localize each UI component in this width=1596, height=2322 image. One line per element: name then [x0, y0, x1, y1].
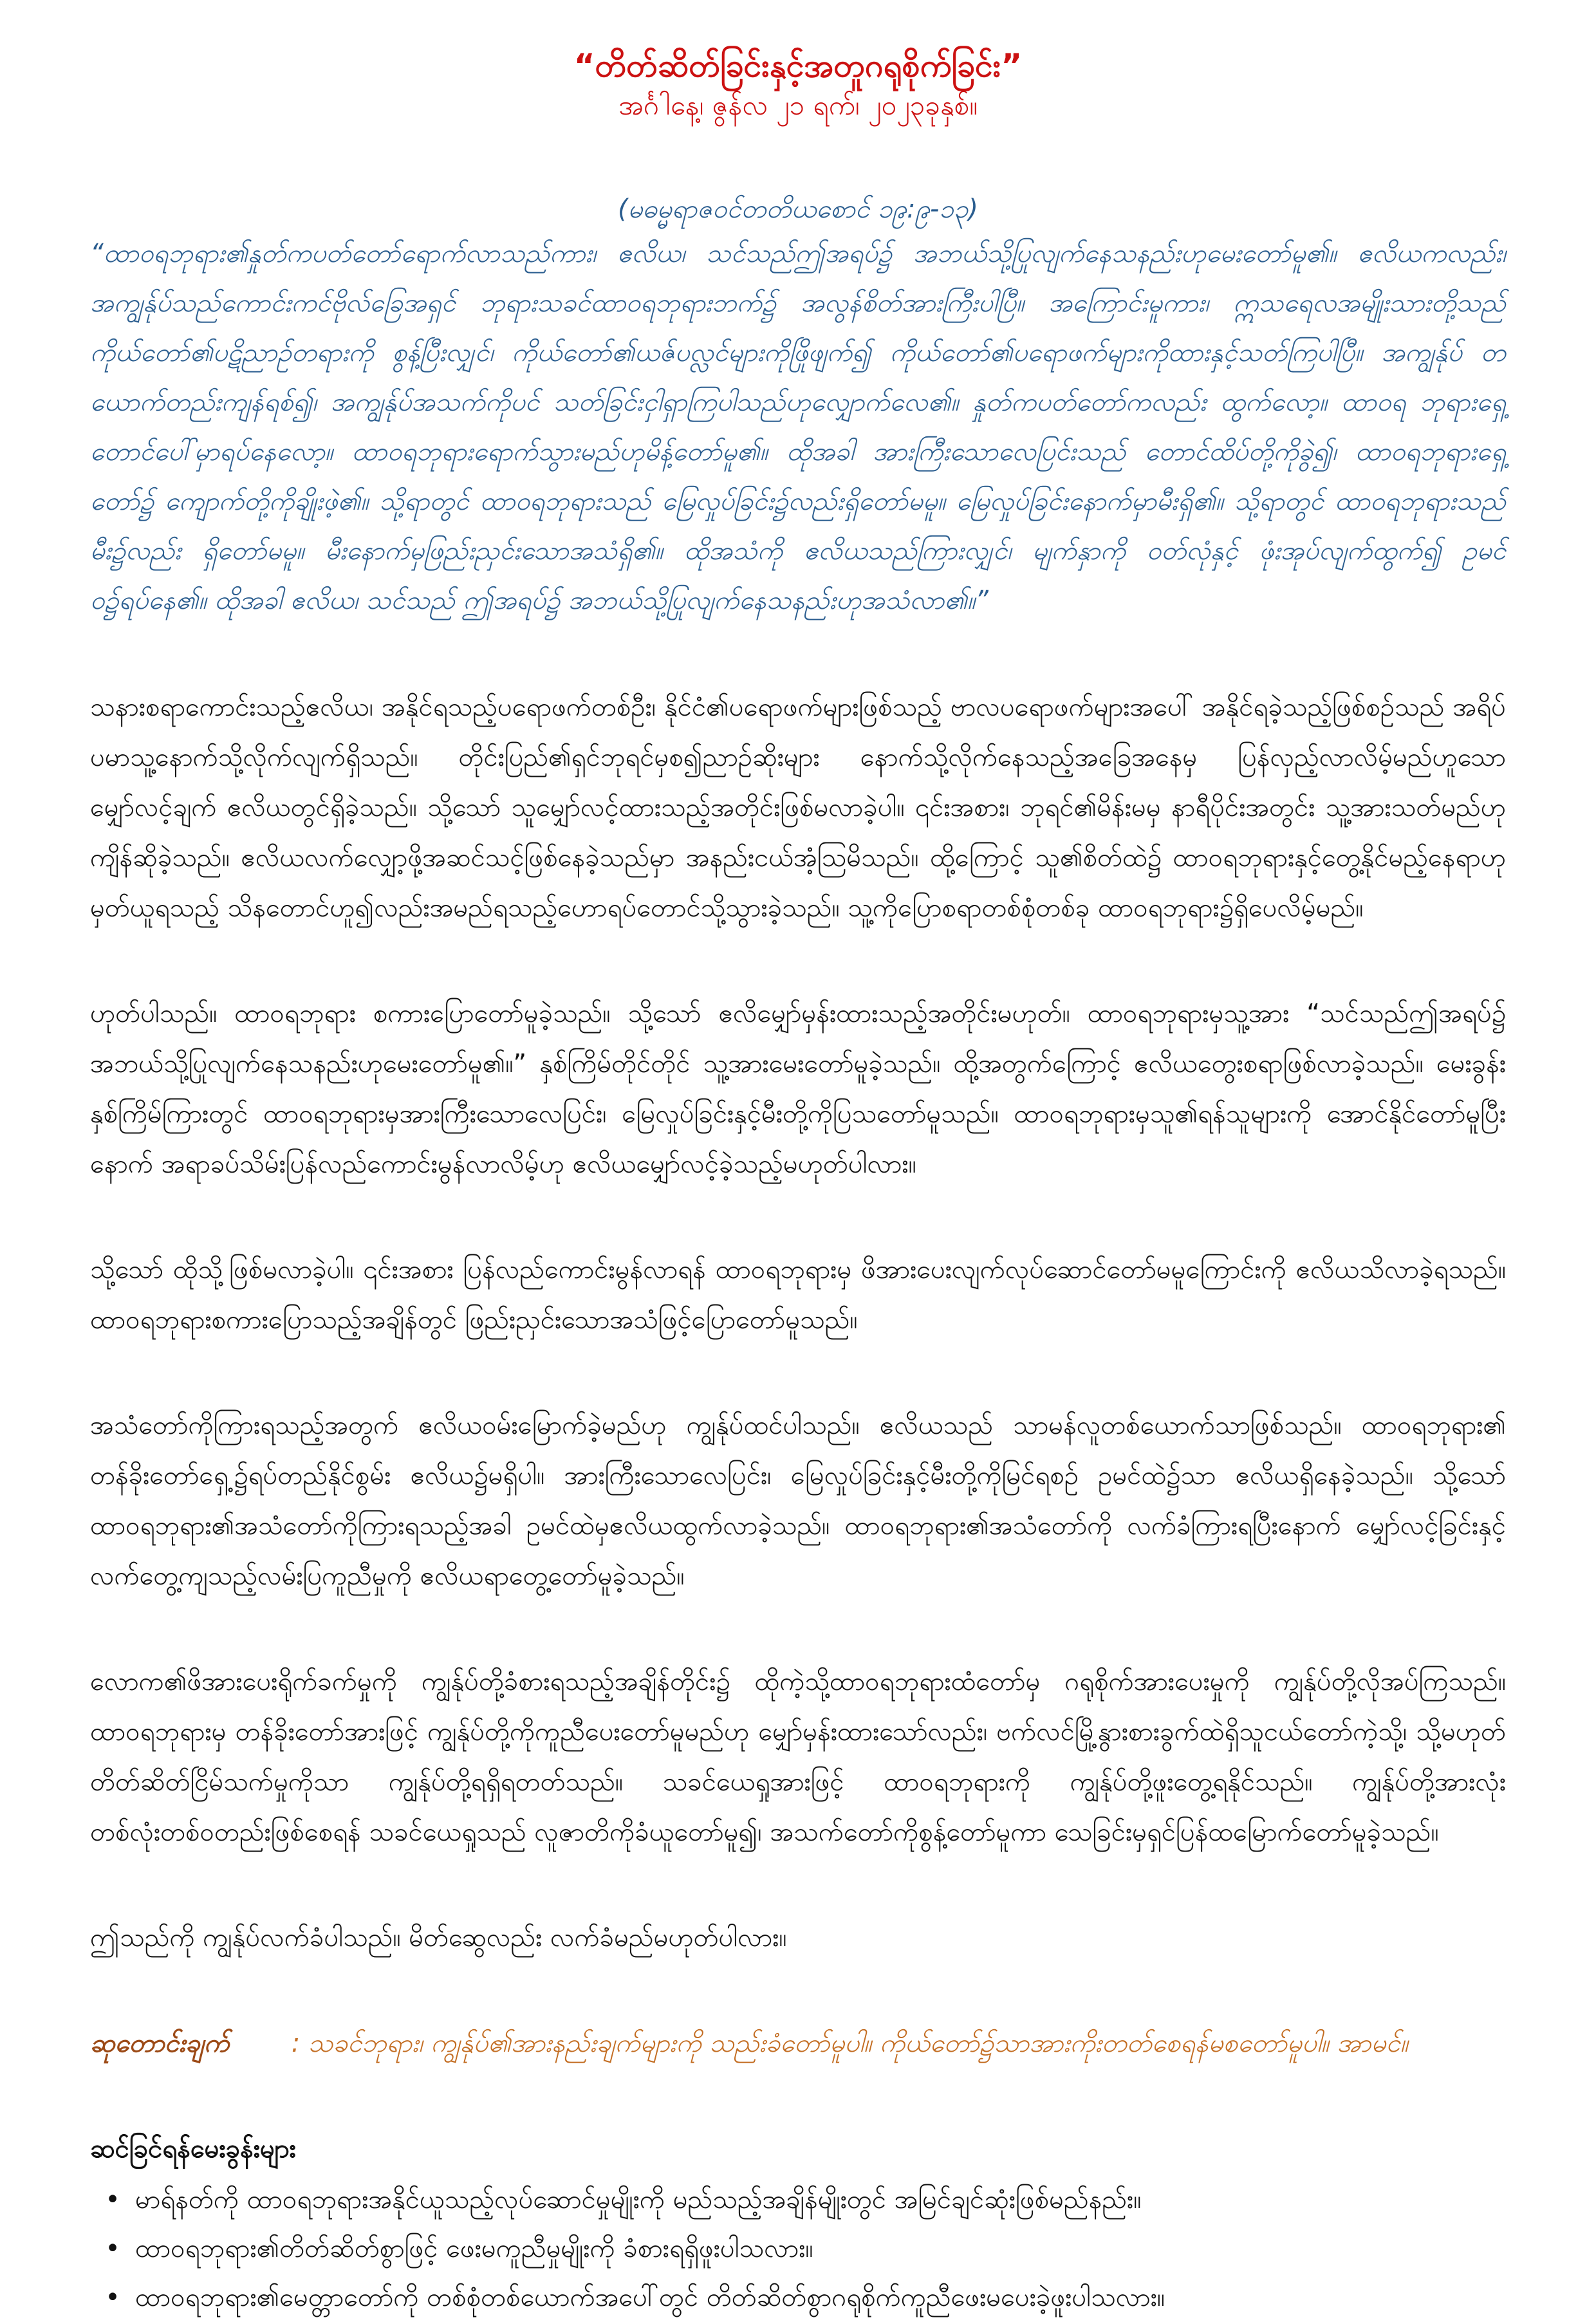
- body-paragraph-1: သနားစရာကောင်းသည့်ဧလိယ၊ အနိုင်ရသည့်ပရောဖက်တစ်ဦး၊ နိုင်ငံ၏ပရောဖက်များဖြစ်သည့် ဗာလပရောဖက်များအပေါ် အနိုင်ရခဲ့သည့်ဖြစ်စဉ်သည် အရိပ်ပမာသူ့နောက်သို့လိုက်လျက်ရှိသည်။ တိုင်းပြည်၏ရှင်ဘုရင်မှစ၍ညာဉ်ဆိုးများ နောက်သို့လိုက်နေသည့်အခြေအနေမှ ပြန်လှည့်လာလိမ့်မည်ဟူသော မျှော်လင့်ချက် ဧလိယတွင်ရှိခဲ့သည်။ သို့သော် သူမျှော်လင့်ထားသည့်အတိုင်းဖြစ်မလာခဲ့ပါ။ ၎င်းအစား၊ ဘုရင်၏မိန်းမမှ နာရီပိုင်းအတွင်း သူ့အားသတ်မည်ဟုကျိန်ဆိုခဲ့သည်။ ဧလိယလက်လျှော့ဖို့အဆင်သင့်ဖြစ်နေခဲ့သည်မှာ အနည်းငယ်အံ့ဩမိသည်။ ထို့ကြောင့် သူ၏စိတ်ထဲ၌ ထာဝရဘုရားနှင့်တွေ့နိုင်မည့်နေရာဟုမှတ်ယူရသည့် သိနတောင်ဟူ၍လည်းအမည်ရသည့်ဟောရပ်တောင်သို့သွားခဲ့သည်။ သူ့ကိုပြောစရာတစ်စုံတစ်ခု ထာဝရဘုရား၌ရှိပေလိမ့်မည်။: [90, 692, 1506, 923]
- prayer-label: ဆုတောင်းချက်: [90, 2029, 230, 2058]
- list-item: [90, 2224, 1506, 2273]
- page-title: “တိတ်ဆိတ်ခြင်းနှင့်အတူဂရုစိုက်ခြင်း”: [573, 47, 1023, 84]
- body-paragraph-5: လောက၏ဖိအားပေးရိုက်ခက်မှုကို ကျွန်ုပ်တို့ခံစားရသည့်အချိန်တိုင်း၌ ထိုကဲ့သို့ထာဝရဘုရားထံတော်မှ ဂရုစိုက်အားပေးမှုကို ကျွန်ုပ်တို့လိုအပ်ကြသည်။ ထာဝရဘုရားမှ တန်ခိုးတော်အားဖြင့် ကျွန်ုပ်တို့ကိုကူညီပေးတော်မူမည်ဟု မျှော်မှန်းထားသော်လည်း၊ ဗက်လင်မြို့နွားစားခွက်ထဲရှိသူငယ်တော်ကဲ့သို့၊ သို့မဟုတ် တိတ်ဆိတ်ငြိမ်သက်မှုကိုသာ ကျွန်ုပ်တို့ရရှိရတတ်သည်။ သခင်ယေရှုအားဖြင့် ထာဝရဘုရားကို ကျွန်ုပ်တို့ဖူးတွေ့ရနိုင်သည်။ ကျွန်ုပ်တို့အားလုံး တစ်လုံးတစ်ဝတည်းဖြစ်စေရန် သခင်ယေရှုသည် လူဇာတိကိုခံယူတော်မူ၍၊ အသက်တော်ကိုစွန့်တော်မူကာ သေခြင်းမှရှင်ပြန်ထမြောက်တော်မူခဲ့သည်။: [90, 1667, 1506, 1847]
- question-text: ထာဝရဘုရား၏တိတ်ဆိတ်စွာဖြင့် ဖေးမကူညီမှုမျိုးကို ခံစားရရှိဖူးပါသလား။: [135, 2234, 813, 2263]
- scripture-reference: (မဓမ္မရာဇဝင်တတိယစောင် ၁၉:၉-၁၃): [618, 194, 978, 224]
- bullet-icon: •: [105, 2185, 120, 2215]
- bullet-icon: •: [105, 2283, 120, 2312]
- question-text: မာရ်နတ်ကို ထာဝရဘုရားအနိုင်ယူသည့်လုပ်ဆောင်မှုမျိုးကို မည်သည့်အချိန်မျိုးတွင် အမြင်ချင်ဆုံးဖြစ်မည်နည်း။: [135, 2185, 1142, 2215]
- questions-list: [90, 2175, 1506, 2322]
- bullet-icon: •: [105, 2234, 120, 2263]
- question-text: ထာဝရဘုရား၏မေတ္တာတော်ကို တစ်စုံတစ်ယောက်အပေါ်တွင် တိတ်ဆိတ်စွာဂရုစိုက်ကူညီဖေးမပေးခဲ့ဖူးပါသလား။: [135, 2283, 1165, 2312]
- questions-heading: ဆင်ခြင်ရန်မေးခွန်းများ: [90, 2134, 296, 2164]
- prayer-text: : သခင်ဘုရား၊ ကျွန်ုပ်၏အားနည်းချက်များကို သည်းခံတော်မူပါ။ ကိုယ်တော်၌သာအားကိုးတတ်စေရန်မစတော်မူပါ။ အာမင်။: [291, 2029, 1408, 2058]
- body-paragraph-2: ဟုတ်ပါသည်။ ထာဝရဘုရား စကားပြောတော်မူခဲ့သည်။ သို့သော် ဧလိမျှော်မှန်းထားသည့်အတိုင်းမဟုတ်။ ထာဝရဘုရားမှသူ့အား “သင်သည်ဤအရပ်၌ အဘယ်သို့ပြုလျက်နေသနည်းဟုမေးတော်မူ၏။” နှစ်ကြိမ်တိုင်တိုင် သူ့အားမေးတော်မူခဲ့သည်။ ထို့အတွက်ကြောင့် ဧလိယတွေးစရာဖြစ်လာခဲ့သည်။ မေးခွန်းနှစ်ကြိမ်ကြားတွင် ထာဝရဘုရားမှအားကြီးသောလေပြင်း၊ မြေလှုပ်ခြင်းနှင့်မီးတို့ကိုပြသတော်မူသည်။ ထာဝရဘုရားမှသူ၏ရန်သူများကို အောင်နိုင်တော်မူပြီးနောက် အရာခပ်သိမ်းပြန်လည်ကောင်းမွန်လာလိမ့်ဟု ဧလိယမျှော်လင့်ခဲ့သည့်မဟုတ်ပါလား။: [90, 999, 1506, 1179]
- devotional-page: [90, 45, 1506, 2322]
- body-paragraph-4: အသံတော်ကိုကြားရသည့်အတွက် ဧလိယဝမ်းမြောက်ခဲ့မည်ဟု ကျွန်ုပ်ထင်ပါသည်။ ဧလိယသည် သာမန်လူတစ်ယောက်သာဖြစ်သည်။ ထာဝရဘုရား၏ တန်ခိုးတော်ရှေ့၌ရပ်တည်နိုင်စွမ်း ဧလိယ၌မရှိပါ။ အားကြီးသောလေပြင်း၊ မြေလှုပ်ခြင်းနှင့်မီးတို့ကိုမြင်ရစဉ် ဥမင်ထဲ၌သာ ဧလိယရှိနေခဲ့သည်။ သို့သော် ထာဝရဘုရား၏အသံတော်ကိုကြားရသည့်အခါ ဥမင်ထဲမှဧလိယထွက်လာခဲ့သည်။ ထာဝရဘုရား၏အသံတော်ကို လက်ခံကြားရပြီးနောက် မျှော်လင့်ခြင်းနှင့်လက်တွေ့ကျသည့်လမ်းပြကူညီမှုကို ဧလိယရာတွေ့တော်မူခဲ့သည်။: [90, 1411, 1506, 1591]
- prayer-block: [90, 2018, 1506, 2068]
- body-paragraph-3: သို့သော် ထိုသို့ဖြစ်မလာခဲ့ပါ။ ၎င်းအစား ပြန်လည်ကောင်းမွန်လာရန် ထာဝရဘုရားမှ ဖိအားပေးလျက်လုပ်ဆောင်တော်မမူကြောင်းကို ဧလိယသိလာခဲ့ရသည်။ ထာဝရဘုရားစကားပြောသည့်အချိန်တွင် ဖြည်းညှင်းသောအသံဖြင့်ပြောတော်မူသည်။: [90, 1255, 1506, 1335]
- body-paragraph-6: ဤသည်ကို ကျွန်ုပ်လက်ခံပါသည်။ မိတ်ဆွေလည်း လက်ခံမည်မဟုတ်ပါလား။: [90, 1923, 787, 1953]
- scripture-passage: “ထာဝရဘုရား၏နှုတ်ကပတ်တော်ရောက်လာသည်ကား၊ ဧလိယ၊ သင်သည်ဤအရပ်၌ အဘယ်သို့ပြုလျက်နေသနည်းဟုမေးတော်မူ၏။ ဧလိယကလည်း၊ အကျွန်ုပ်သည်ကောင်းကင်ဗိုလ်ခြေအရှင် ဘုရားသခင်ထာဝရဘုရားဘက်၌ အလွန်စိတ်အားကြီးပါပြီ။ အကြောင်းမူကား၊ ဣသရေလအမျိုးသားတို့သည် ကိုယ်တော်၏ပဋိညာဉ်တရားကို စွန့်ပြီးလျှင်၊ ကိုယ်တော်၏ယဇ်ပလ္လင်များကိုဖြိုဖျက်၍ ကိုယ်တော်၏ပရောဖက်များကိုထားနှင့်သတ်ကြပါပြီ။ အကျွန်ုပ် တယောက်တည်းကျန်ရစ်၍၊ အကျွန်ုပ်အသက်ကိုပင် သတ်ခြင်းငှါရှာကြပါသည်ဟုလျှောက်လေ၏။ နှုတ်ကပတ်တော်ကလည်း ထွက်လော့။ ထာဝရ ဘုရားရှေ့တောင်ပေါ်မှာရပ်နေလော့။ ထာဝရဘုရားရောက်သွားမည်ဟုမိန့်တော်မူ၏။ ထိုအခါ အားကြီးသောလေပြင်းသည် တောင်ထိပ်တို့ကိုခွဲ၍၊ ထာဝရဘုရားရှေ့တော်၌ ကျောက်တို့ကိုချိုးဖဲ့၏။ သို့ရာတွင် ထာဝရဘုရားသည် မြေလှုပ်ခြင်း၌လည်းရှိတော်မမူ။ မြေလှုပ်ခြင်းနောက်မှာမီးရှိ၏။ သို့ရာတွင် ထာဝရဘုရားသည်မီး၌လည်း ရှိတော်မမူ။ မီးနောက်မှဖြည်းညှင်းသောအသံရှိ၏။ ထိုအသံကို ဧလိယသည်ကြားလျှင်၊ မျက်နှာကို ဝတ်လုံနှင့် ဖုံးအုပ်လျက်ထွက်၍ ဥမင်ဝ၌ရပ်နေ၏။ ထိုအခါ ဧလိယ၊ သင်သည် ဤအရပ်၌ အဘယ်သို့ပြုလျက်နေသနည်းဟုအသံလာ၏။”: [90, 239, 1506, 615]
- list-item: [90, 2273, 1506, 2322]
- publish-date: အင်္ဂါနေ့၊ ဇွန်လ ၂၁ ရက်၊ ၂၀၂၃ခုနှစ်။: [618, 89, 978, 121]
- list-item: [90, 2175, 1506, 2224]
